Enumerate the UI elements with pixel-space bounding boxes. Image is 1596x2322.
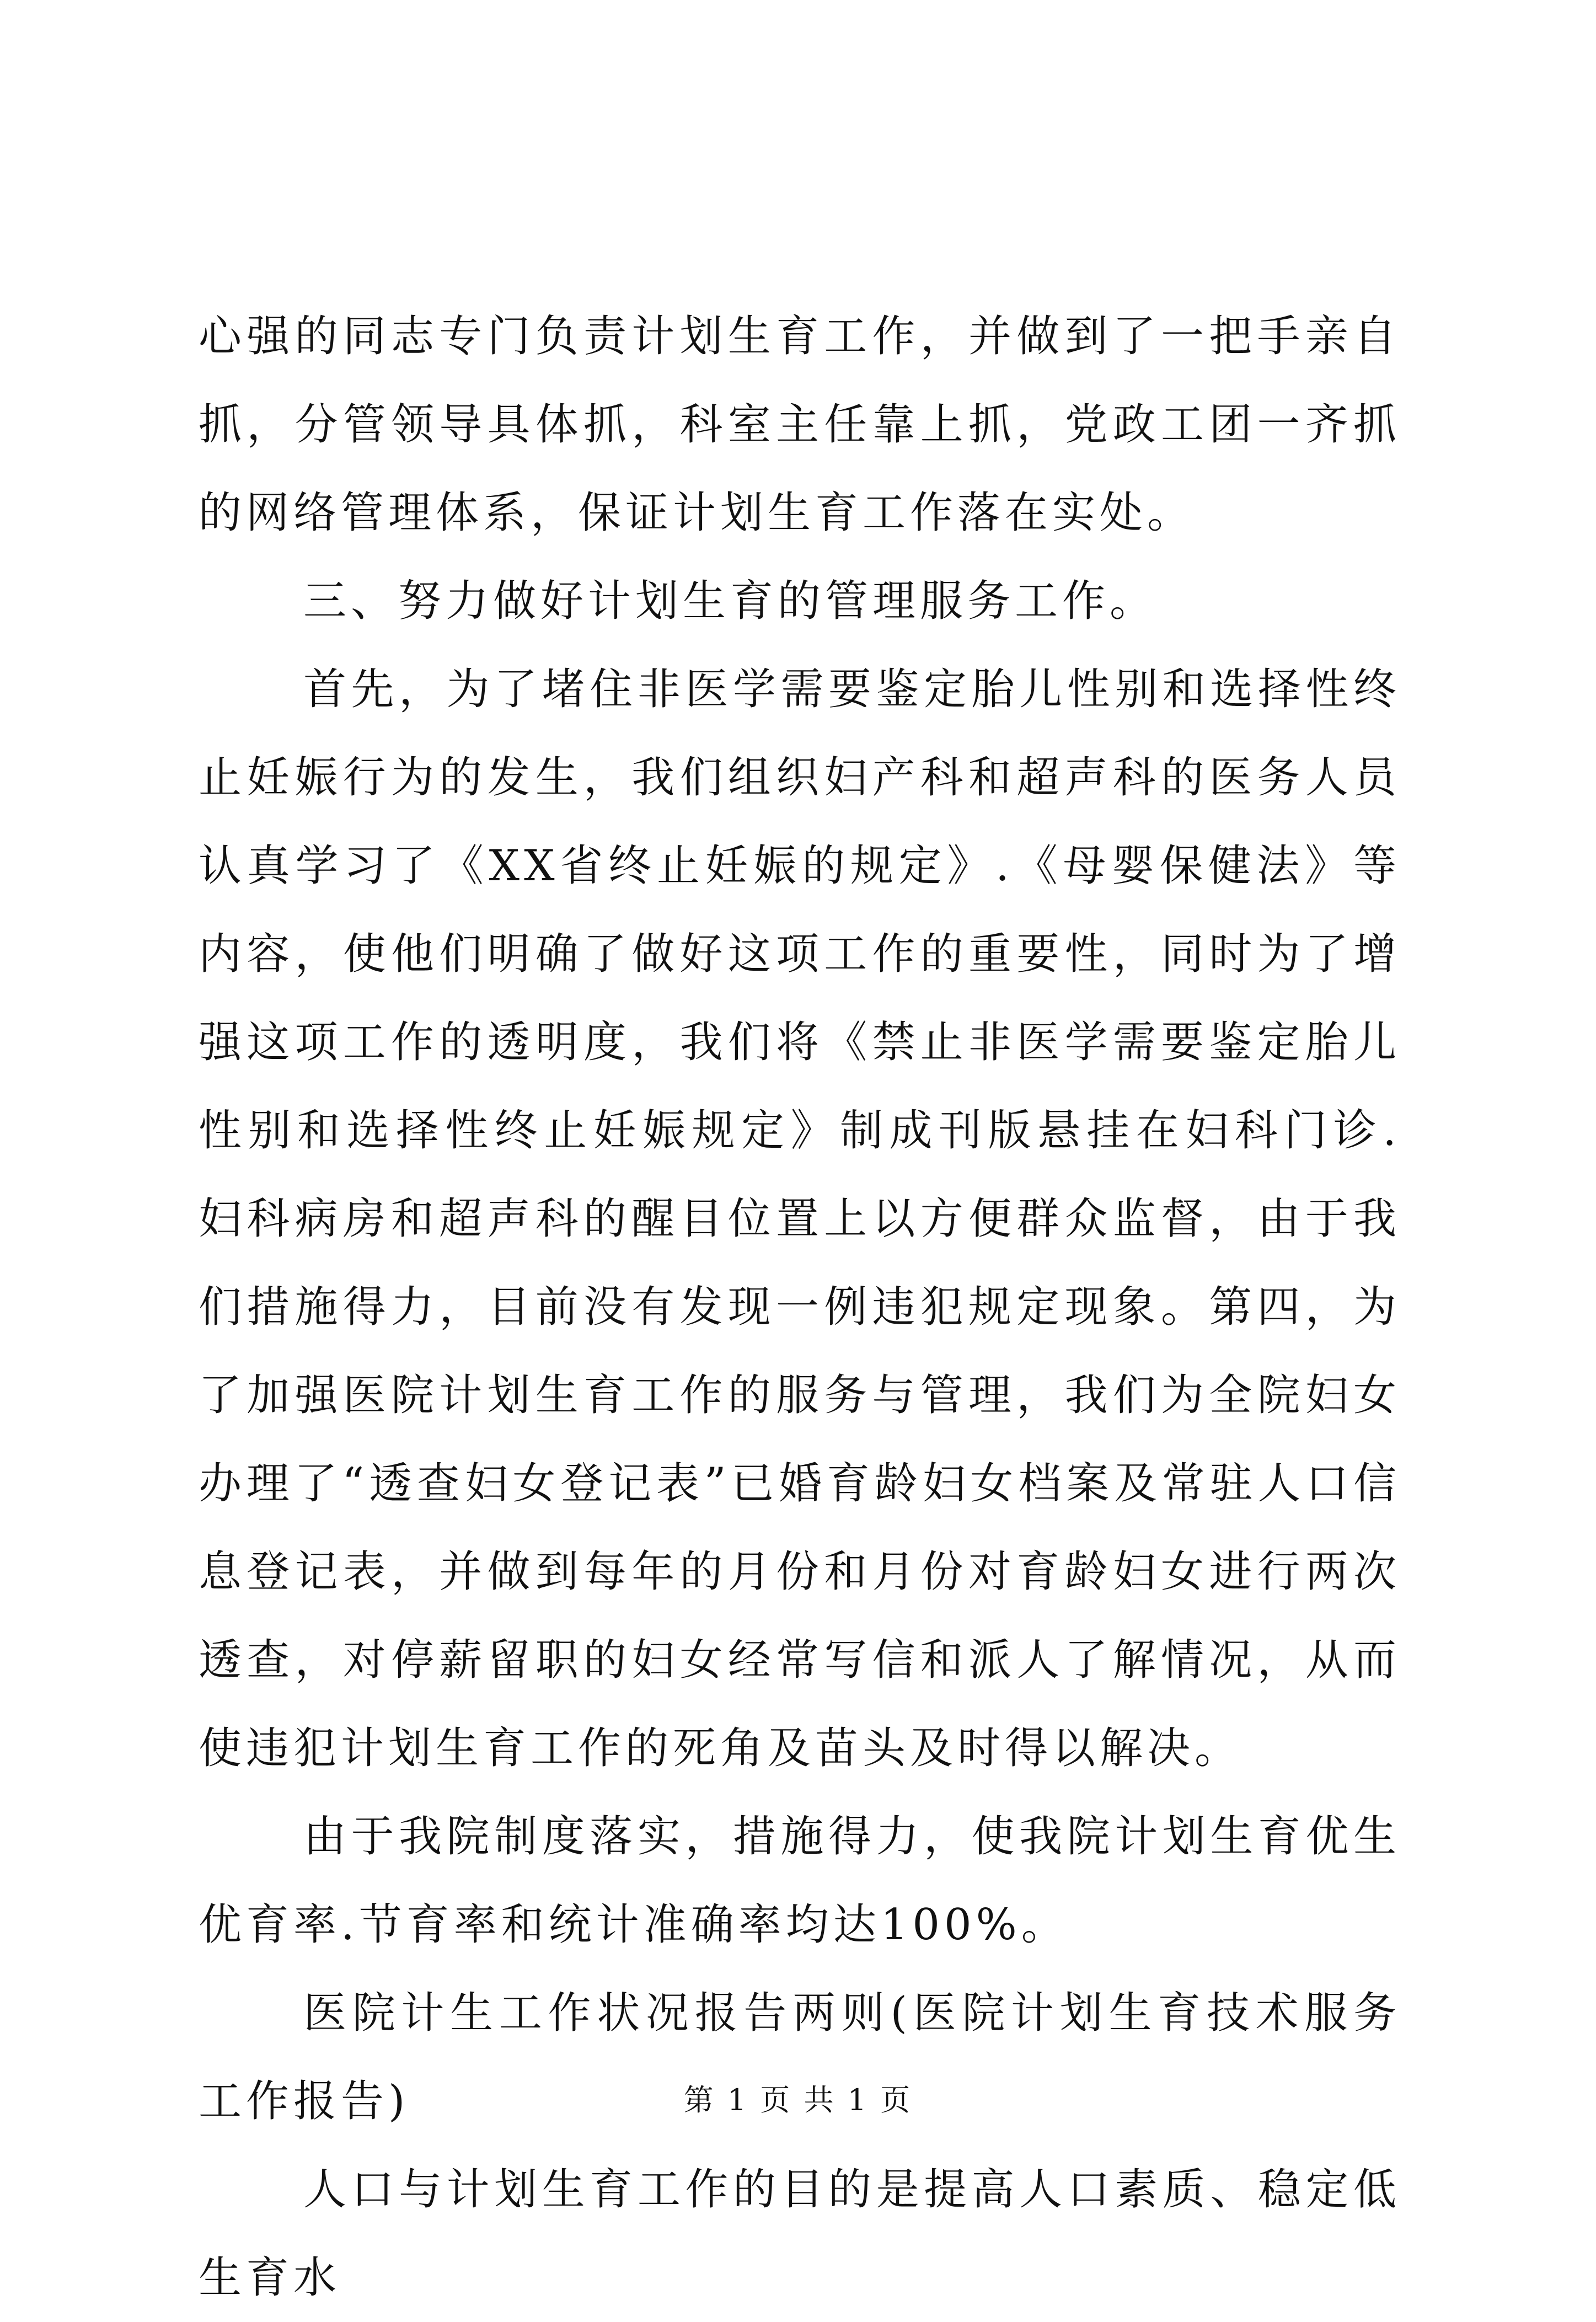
paragraph-continuation: 心强的同志专门负责计划生育工作，并做到了一把手亲自抓，分管领导具体抓，科室主任靠上抓，党政工团一齐抓的网络管理体系，保证计划生育工作落在实处。 <box>199 312 1401 538</box>
paragraph-measures: 首先，为了堵住非医学需要鉴定胎儿性别和选择性终止妊娠行为的发生，我们组织妇产科和超声科的医务人员认真学习了《XX省终止妊娠的规定》.《母婴保健法》等内容，使他们明确了做好这项工作的重要性，同时为了增强这项工作的透明度，我们将《禁止非医学需要鉴定胎儿性别和选择性终止妊娠规定》制成刊版悬挂在妇科门诊.妇科病房和超声科的醒目位置上以方便群众监督，由于我们措施得力，目前没有发现一例违犯规定现象。第四，为了加强医院计划生育工作的服务与管理，我们为全院妇女办理了“透查妇女登记表”已婚育龄妇女档案及常驻人口信息登记表，并做到每年的月份和月份对育龄妇女进行两次透查，对停薪留职的妇女经常写信和派人了解情况，从而使违犯计划生育工作的死角及苗头及时得以解决。 <box>199 665 1401 1773</box>
paragraph-intro: 人口与计划生育工作的目的是提高人口素质、稳定低生育水 <box>199 2165 1401 2303</box>
paragraph-results: 由于我院制度落实，措施得力，使我院计划生育优生优育率.节育率和统计准确率均达100%。 <box>199 1812 1401 1950</box>
section-heading-three: 三、努力做好计划生育的管理服务工作。 <box>303 576 1158 626</box>
document-body <box>199 292 1401 2322</box>
page-footer: 第 1 页 共 1 页 <box>683 2083 913 2117</box>
report-title: 医院计生工作状况报告两则(医院计划生育技术服务工作报告) <box>199 1988 1401 2126</box>
